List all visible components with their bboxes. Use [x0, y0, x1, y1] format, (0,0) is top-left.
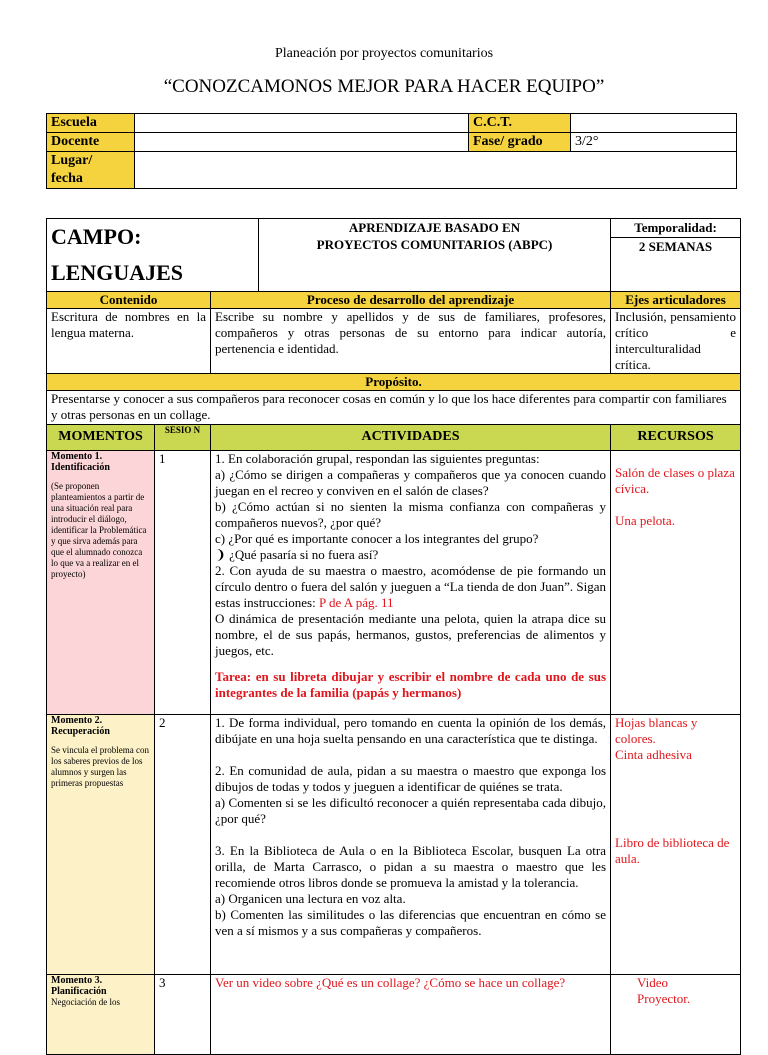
- cct-label: C.C.T.: [469, 114, 571, 133]
- m2-act-4: 3. En la Biblioteca de Aula o en la Biblioteca Escolar, busquen La otra orilla, de Marta Carrasco, o pidan a su maestra o maestro que les recomiende otros libros donde se promueva la amistad y la tolerancia.: [215, 843, 607, 890]
- m2-act-3: a) Comenten si se les dificultó reconocer a quién representaba cada dibujo, ¿por qué?: [215, 795, 607, 826]
- fase-label: Fase/ grado: [469, 133, 571, 152]
- momento1-desc: (Se proponen planteamientos a partir de una situación real para introducir el diálogo, identificar la Problemática y que sirva además para que el alumnado conozca lo que va a realizar en el proyecto): [51, 481, 147, 579]
- momento2-sesion: 2: [155, 715, 211, 975]
- temporalidad-cell: [611, 219, 741, 292]
- m3-act-1: Ver un video sobre ¿Qué es un collage? ¿Cómo se hace un collage?: [211, 975, 611, 1055]
- m2-res-1: Hojas blancas y colores.: [615, 715, 698, 746]
- momento2-title: Momento 2. Recuperación: [51, 715, 110, 737]
- actividades-header: ACTIVIDADES: [211, 425, 611, 451]
- escuela-value: [135, 114, 469, 133]
- momento2-resources: [611, 715, 741, 975]
- recursos-header: RECURSOS: [611, 425, 741, 451]
- escuela-label: Escuela: [47, 114, 135, 133]
- temporalidad-value: 2 SEMANAS: [638, 239, 713, 254]
- momento2-activities: [211, 715, 611, 975]
- m2-act-5: a) Organicen una lectura en voz alta.: [215, 891, 406, 906]
- lugar-label-line1: Lugar/: [51, 153, 93, 168]
- m2-act-6: b) Comenten las similitudes o las diferencias que encuentran en cómo se ven a sí mismos y a sus compañeras y compañeros.: [215, 907, 607, 938]
- m2-act-2: 2. En comunidad de aula, pidan a su maestra o maestro que exponga los dibujos de todas y todos y jueguen a identificar de quiénes se trata.: [215, 763, 607, 794]
- aprendizaje-line2: PROYECTOS COMUNITARIOS (ABPC): [316, 237, 553, 252]
- m1-act-5: ❩ ¿Qué pasaría si no fuera así?: [215, 547, 379, 562]
- campo-title: CAMPO: LENGUAJES: [47, 219, 259, 292]
- contenido-text: Escritura de nombres en la lengua materna.: [47, 309, 211, 374]
- docente-label: Docente: [47, 133, 135, 152]
- aprendizaje-line1: APRENDIZAJE BASADO EN: [348, 220, 521, 235]
- contenido-header: Contenido: [47, 292, 211, 309]
- m1-act-3: b) ¿Cómo actúan si no sienten la misma confianza con compañeras y compañeros nuevos?, ¿por qué?: [215, 499, 607, 530]
- sesion-header: SESIO N: [155, 425, 211, 451]
- lugar-label-line2: fecha: [51, 171, 83, 186]
- momento3-desc: Negociación de los: [51, 997, 120, 1007]
- m1-res-2: Una pelota.: [615, 513, 675, 528]
- momento2-cell: [47, 715, 155, 975]
- temporalidad-label: Temporalidad:: [611, 219, 740, 238]
- m3-res-2: Proyector.: [637, 991, 691, 1006]
- aprendizaje-cell: [259, 219, 611, 292]
- fase-value: 3/2°: [571, 133, 737, 152]
- momento1-title: Momento 1. Identificación: [51, 451, 110, 473]
- m2-res-2: Cinta adhesiva: [615, 747, 692, 762]
- planning-table: [46, 218, 741, 1055]
- m2-res-3: Libro de biblioteca de aula.: [615, 835, 730, 866]
- proposito-text: Presentarse y conocer a sus compañeros para reconocer cosas en común y lo que los hace diferentes para compartir con familiares y otras personas en un collage.: [47, 391, 741, 425]
- momentos-header: MOMENTOS: [47, 425, 155, 451]
- m3-res-1: Video: [637, 975, 669, 990]
- ejes-header: Ejes articuladores: [611, 292, 741, 309]
- m1-act-1: 1. En colaboración grupal, respondan las siguientes preguntas:: [215, 451, 540, 466]
- lugar-label: [47, 152, 135, 189]
- proposito-header: Propósito.: [47, 374, 741, 391]
- docente-value: [135, 133, 469, 152]
- proceso-text: Escribe su nombre y apellidos y de sus de familiares, profesores, compañeros y otras personas de su entorno para indicar autoría, pertenencia e identidad.: [211, 309, 611, 374]
- momento1-activities: [211, 451, 611, 715]
- lugar-value: [135, 152, 737, 189]
- cct-value: [571, 114, 737, 133]
- ejes-text: Inclusión, pensamiento crítico e interculturalidad crítica.: [611, 309, 741, 374]
- momento3-resources: [611, 975, 741, 1055]
- document-title: “CONOZCAMONOS MEJOR PARA HACER EQUIPO”: [163, 76, 605, 97]
- momento3-title: Momento 3. Planificación: [51, 975, 107, 997]
- m1-res-1: Salón de clases o plaza cívica.: [615, 465, 735, 496]
- m1-act-6: 2. Con ayuda de su maestra o maestro, acomódense de pie formando un círculo dentro o fuera del salón y jueguen a “La tienda de don Juan”. Sigan estas instrucciones:: [215, 563, 607, 610]
- school-info-table: [46, 113, 737, 189]
- momento1-resources: [611, 451, 741, 715]
- m1-act-2: a) ¿Cómo se dirigen a compañeras y compañeros que ya conocen cuando juegan en el recreo y conviven en el salón de clases?: [215, 467, 607, 498]
- proceso-header: Proceso de desarrollo del aprendizaje: [211, 292, 611, 309]
- momento2-desc: Se vincula el problema con los saberes previos de los alumnos y surgen las primeras propuestas: [51, 745, 149, 788]
- momento3-sesion: 3: [155, 975, 211, 1055]
- momento1-cell: [47, 451, 155, 715]
- m1-act-6-ref: P de A pág. 11: [318, 595, 394, 610]
- document-subtitle: Planeación por proyectos comunitarios: [274, 46, 494, 61]
- m1-act-4: c) ¿Por qué es importante conocer a los integrantes del grupo?: [215, 531, 539, 546]
- momento3-cell: [47, 975, 155, 1055]
- m2-act-1: 1. De forma individual, pero tomando en cuenta la opinión de los demás, dibújate en una hoja suelta pensando en una característica que te distinga.: [215, 715, 607, 746]
- momento1-sesion: 1: [155, 451, 211, 715]
- m1-act-7: O dinámica de presentación mediante una pelota, quien la atrapa dice su nombre, el de sus papás, hermanos, gustos, preferencias de alimentos y juegos, etc.: [215, 611, 607, 658]
- m1-tarea: Tarea: en su libreta dibujar y escribir el nombre de cada uno de sus integrantes de la familia (papás y hermanos): [215, 669, 607, 700]
